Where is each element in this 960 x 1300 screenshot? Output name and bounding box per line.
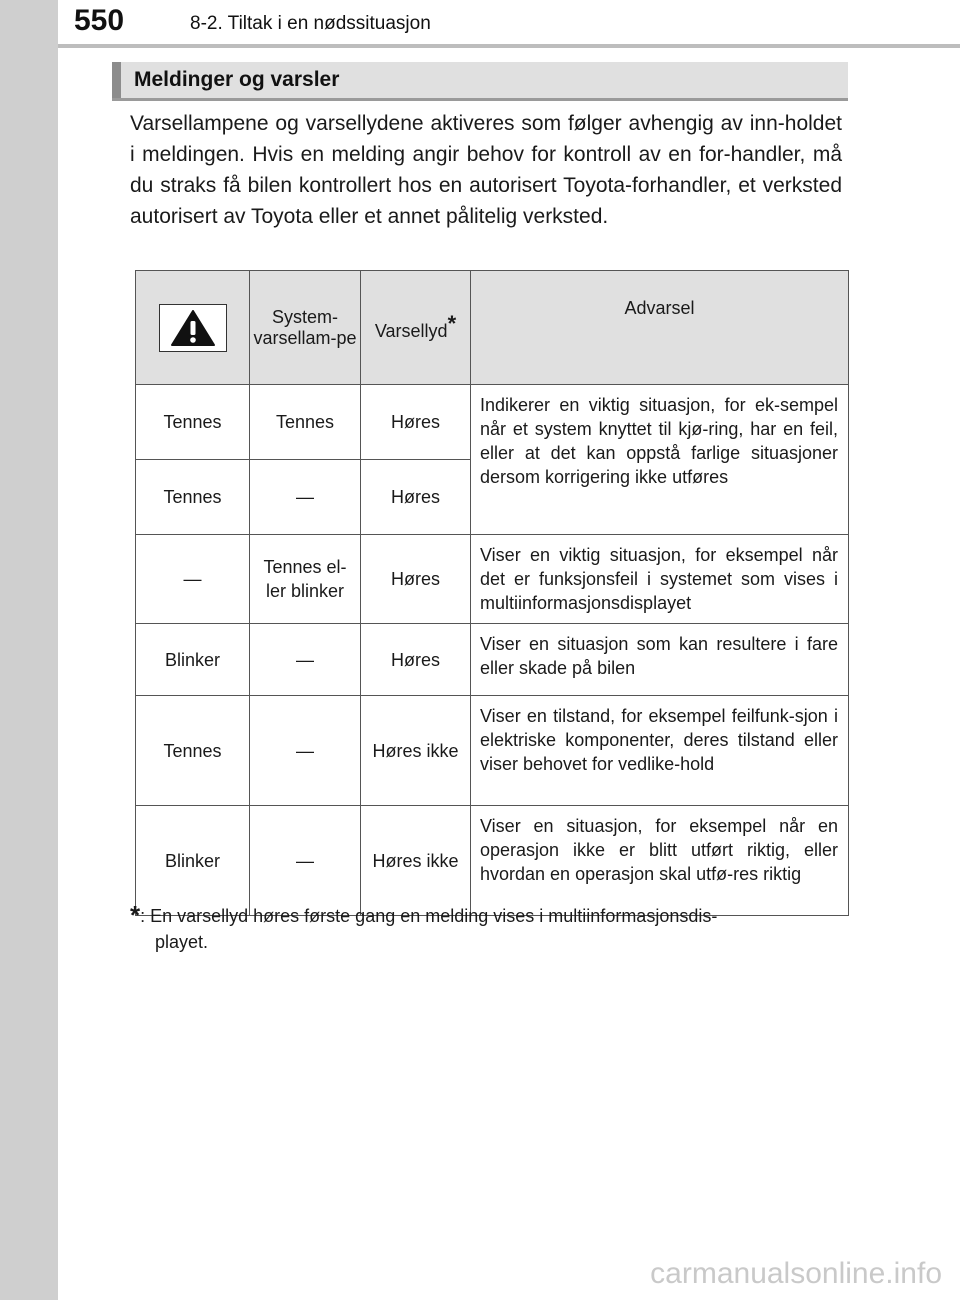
section-heading: [112, 62, 848, 101]
side-margin-strip: [0, 0, 58, 1300]
footnote: [130, 902, 842, 955]
section-title: Meldinger og varsler: [134, 68, 340, 91]
cell-system-lamp: —: [250, 624, 361, 696]
cell-system-lamp: —: [250, 696, 361, 806]
header-icon-cell: [136, 271, 250, 385]
cell-description: Indikerer en viktig situasjon, for ek-sempel når et system knyttet til kjø-ring, har en feil, eller at det kan oppstå farlige situasjoner dersom korrigering ikke utføres: [471, 385, 849, 535]
warning-table: [135, 270, 849, 916]
table-row: [136, 385, 849, 460]
cell-description: Viser en situasjon som kan resultere i fare eller skade på bilen: [471, 624, 849, 696]
cell-lamp: Tennes: [136, 460, 250, 535]
cell-buzzer: Høres: [361, 535, 471, 624]
cell-lamp: —: [136, 535, 250, 624]
cell-buzzer: Høres: [361, 460, 471, 535]
footnote-text-line2: playet.: [155, 932, 209, 952]
table-row: [136, 696, 849, 806]
header-warning: Advarsel: [471, 271, 849, 385]
footnote-text-line1: : En varsellyd høres første gang en melding vises i multiinformasjonsdis-: [140, 906, 718, 926]
intro-paragraph: Varsellampene og varsellydene aktiveres som følger avhengig av inn-holdet i meldingen. Hvis en melding angir behov for kontroll av en for-handler, må du straks få bilen kontrollert hos en autorisert Toyota-forhandler, et verksted autorisert av Toyota eller et annet pålitelig verksted.: [130, 112, 842, 228]
cell-description: Viser en viktig situasjon, for eksempel når det er funksjonsfeil i systemet som vises i multiinformasjonsdisplayet: [471, 535, 849, 624]
cell-description: Viser en tilstand, for eksempel feilfunk-sjon i elektriske komponenter, deres tilstand eller viser behovet for vedlike-hold: [471, 696, 849, 806]
cell-buzzer: Høres: [361, 385, 471, 460]
table-row: [136, 806, 849, 916]
table-header-row: [136, 271, 849, 385]
header-buzzer: [361, 271, 471, 385]
cell-system-lamp: Tennes: [250, 385, 361, 460]
watermark: carmanualsonline.info: [650, 1257, 942, 1290]
cell-lamp: Blinker: [136, 624, 250, 696]
header-system-lamp: System-varsellam-pe: [250, 271, 361, 385]
cell-system-lamp: —: [250, 460, 361, 535]
cell-buzzer: Høres: [361, 624, 471, 696]
warning-table-container: [135, 270, 848, 916]
header-buzzer-mark: *: [447, 311, 457, 336]
footnote-mark: *: [130, 900, 141, 930]
table-row: [136, 624, 849, 696]
table-row: [136, 535, 849, 624]
cell-description: Viser en situasjon, for eksempel når en operasjon ikke er blitt utført riktig, eller hvordan en operasjon skal utfø-res riktig: [471, 806, 849, 916]
cell-buzzer: Høres ikke: [361, 696, 471, 806]
cell-lamp: Tennes: [136, 385, 250, 460]
cell-system-lamp: Tennes el-ler blinker: [250, 535, 361, 624]
cell-buzzer: Høres ikke: [361, 806, 471, 916]
section-path: 8-2. Tiltak i en nødssituasjon: [190, 13, 431, 34]
cell-lamp: Tennes: [136, 696, 250, 806]
header-buzzer-label: Varsellyd: [374, 321, 448, 341]
cell-system-lamp: —: [250, 806, 361, 916]
cell-lamp: Blinker: [136, 806, 250, 916]
page-number: 550: [74, 4, 125, 37]
header-rule: [58, 44, 960, 48]
warning-triangle-icon: [159, 304, 227, 352]
heading-accent: [112, 62, 121, 98]
